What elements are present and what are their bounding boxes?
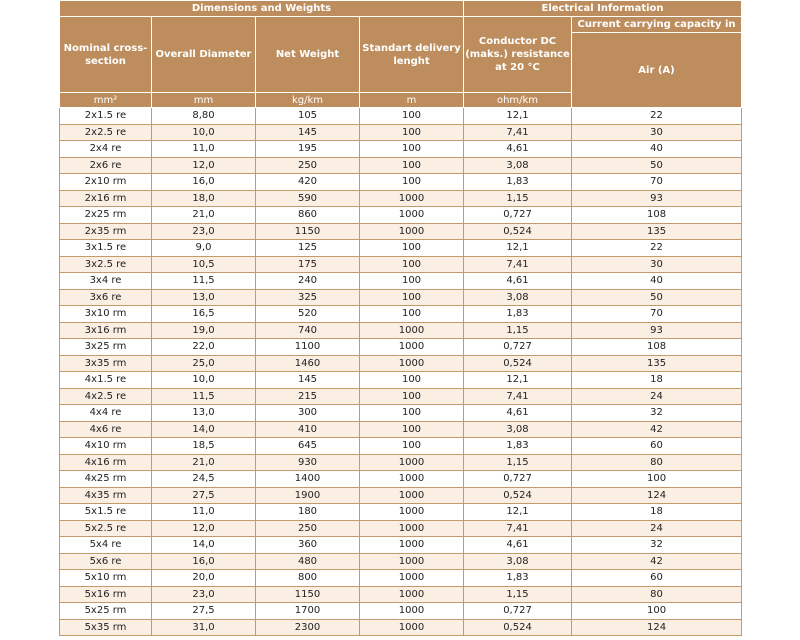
cell-delivery-length: 1000 <box>360 603 464 620</box>
cell-cross-section: 4x4 re <box>60 405 152 422</box>
table-row <box>60 438 742 455</box>
cell-diameter: 12,0 <box>152 520 256 537</box>
cell-air-capacity: 135 <box>572 223 742 240</box>
table-row <box>60 520 742 537</box>
cell-diameter: 12,0 <box>152 157 256 174</box>
cell-net-weight: 1900 <box>256 487 360 504</box>
cell-net-weight: 860 <box>256 207 360 224</box>
cell-diameter: 23,0 <box>152 223 256 240</box>
col-header-delivery-length: Standart delivery lenght <box>360 17 464 93</box>
cell-air-capacity: 80 <box>572 586 742 603</box>
cell-resistance: 1,83 <box>464 570 572 587</box>
table-row <box>60 553 742 570</box>
cell-cross-section: 3x1.5 re <box>60 240 152 257</box>
cell-cross-section: 5x6 re <box>60 553 152 570</box>
cell-resistance: 3,08 <box>464 421 572 438</box>
cell-net-weight: 2300 <box>256 619 360 636</box>
cell-diameter: 11,5 <box>152 273 256 290</box>
cell-cross-section: 2x1.5 re <box>60 108 152 125</box>
cell-delivery-length: 1000 <box>360 190 464 207</box>
cell-delivery-length: 1000 <box>360 504 464 521</box>
group-header-electrical: Electrical Information <box>464 1 742 17</box>
cell-delivery-length: 1000 <box>360 537 464 554</box>
cell-net-weight: 1700 <box>256 603 360 620</box>
cell-air-capacity: 93 <box>572 190 742 207</box>
cell-cross-section: 2x16 rm <box>60 190 152 207</box>
cell-resistance: 1,15 <box>464 454 572 471</box>
cell-diameter: 13,0 <box>152 289 256 306</box>
cell-air-capacity: 70 <box>572 174 742 191</box>
cell-delivery-length: 1000 <box>360 553 464 570</box>
cell-delivery-length: 100 <box>360 438 464 455</box>
cell-resistance: 0,524 <box>464 223 572 240</box>
table-row <box>60 157 742 174</box>
cell-diameter: 10,5 <box>152 256 256 273</box>
cell-resistance: 4,61 <box>464 273 572 290</box>
cell-net-weight: 410 <box>256 421 360 438</box>
cell-diameter: 11,0 <box>152 504 256 521</box>
cell-cross-section: 3x4 re <box>60 273 152 290</box>
cell-resistance: 1,15 <box>464 190 572 207</box>
cell-resistance: 0,524 <box>464 487 572 504</box>
cell-diameter: 20,0 <box>152 570 256 587</box>
cell-cross-section: 3x10 rm <box>60 306 152 323</box>
cell-delivery-length: 100 <box>360 372 464 389</box>
cell-cross-section: 3x6 re <box>60 289 152 306</box>
cell-net-weight: 240 <box>256 273 360 290</box>
cell-resistance: 4,61 <box>464 537 572 554</box>
cell-net-weight: 145 <box>256 372 360 389</box>
cell-delivery-length: 1000 <box>360 322 464 339</box>
cell-delivery-length: 1000 <box>360 454 464 471</box>
table-row <box>60 454 742 471</box>
cell-net-weight: 180 <box>256 504 360 521</box>
col-header-nominal-cross-section: Nominal cross-section <box>60 17 152 93</box>
cell-resistance: 3,08 <box>464 157 572 174</box>
cell-resistance: 3,08 <box>464 553 572 570</box>
table-row <box>60 190 742 207</box>
table-row <box>60 388 742 405</box>
table-row <box>60 289 742 306</box>
cell-resistance: 12,1 <box>464 372 572 389</box>
cell-air-capacity: 108 <box>572 339 742 356</box>
cell-delivery-length: 1000 <box>360 355 464 372</box>
table-body <box>60 108 742 636</box>
cell-cross-section: 5x2.5 re <box>60 520 152 537</box>
cell-resistance: 4,61 <box>464 141 572 158</box>
cell-net-weight: 800 <box>256 570 360 587</box>
cell-delivery-length: 100 <box>360 388 464 405</box>
cell-air-capacity: 50 <box>572 289 742 306</box>
cell-cross-section: 4x35 rm <box>60 487 152 504</box>
cell-resistance: 7,41 <box>464 256 572 273</box>
cell-net-weight: 1460 <box>256 355 360 372</box>
table-row <box>60 471 742 488</box>
cell-diameter: 10,0 <box>152 124 256 141</box>
cell-delivery-length: 100 <box>360 141 464 158</box>
cell-delivery-length: 100 <box>360 256 464 273</box>
cell-delivery-length: 1000 <box>360 207 464 224</box>
cell-diameter: 16,0 <box>152 553 256 570</box>
cell-diameter: 22,0 <box>152 339 256 356</box>
cell-net-weight: 250 <box>256 520 360 537</box>
cell-resistance: 1,15 <box>464 586 572 603</box>
cell-diameter: 14,0 <box>152 537 256 554</box>
cell-delivery-length: 1000 <box>360 339 464 356</box>
table-row <box>60 619 742 636</box>
table-row <box>60 273 742 290</box>
cell-air-capacity: 135 <box>572 355 742 372</box>
cell-net-weight: 125 <box>256 240 360 257</box>
cell-cross-section: 2x35 rm <box>60 223 152 240</box>
table-row <box>60 339 742 356</box>
cell-delivery-length: 100 <box>360 240 464 257</box>
cell-resistance: 1,83 <box>464 174 572 191</box>
cell-air-capacity: 40 <box>572 141 742 158</box>
table-row <box>60 570 742 587</box>
cell-net-weight: 145 <box>256 124 360 141</box>
cell-resistance: 7,41 <box>464 520 572 537</box>
cell-net-weight: 360 <box>256 537 360 554</box>
cell-delivery-length: 100 <box>360 405 464 422</box>
cell-air-capacity: 30 <box>572 124 742 141</box>
cell-resistance: 3,08 <box>464 289 572 306</box>
cell-delivery-length: 100 <box>360 289 464 306</box>
cell-air-capacity: 32 <box>572 537 742 554</box>
table-row <box>60 586 742 603</box>
cell-diameter: 11,5 <box>152 388 256 405</box>
cell-net-weight: 215 <box>256 388 360 405</box>
cell-diameter: 16,5 <box>152 306 256 323</box>
cell-net-weight: 645 <box>256 438 360 455</box>
cell-cross-section: 5x1.5 re <box>60 504 152 521</box>
table-row <box>60 322 742 339</box>
cell-resistance: 0,727 <box>464 603 572 620</box>
cell-air-capacity: 100 <box>572 471 742 488</box>
cell-resistance: 0,727 <box>464 339 572 356</box>
cell-cross-section: 2x4 re <box>60 141 152 158</box>
cell-resistance: 12,1 <box>464 240 572 257</box>
cell-net-weight: 1100 <box>256 339 360 356</box>
cell-net-weight: 325 <box>256 289 360 306</box>
cell-air-capacity: 24 <box>572 388 742 405</box>
cell-diameter: 31,0 <box>152 619 256 636</box>
cell-air-capacity: 70 <box>572 306 742 323</box>
cell-net-weight: 105 <box>256 108 360 125</box>
cell-delivery-length: 100 <box>360 273 464 290</box>
cell-cross-section: 2x2.5 re <box>60 124 152 141</box>
cell-net-weight: 420 <box>256 174 360 191</box>
cell-net-weight: 590 <box>256 190 360 207</box>
table-row <box>60 405 742 422</box>
cell-diameter: 11,0 <box>152 141 256 158</box>
cell-resistance: 4,61 <box>464 405 572 422</box>
col-header-overall-diameter: Overall Diameter <box>152 17 256 93</box>
cell-cross-section: 4x16 rm <box>60 454 152 471</box>
cell-net-weight: 175 <box>256 256 360 273</box>
cell-delivery-length: 100 <box>360 174 464 191</box>
cable-spec-sheet <box>59 0 741 636</box>
cell-cross-section: 4x10 rm <box>60 438 152 455</box>
cell-resistance: 7,41 <box>464 124 572 141</box>
cell-cross-section: 5x16 rm <box>60 586 152 603</box>
cell-resistance: 0,727 <box>464 207 572 224</box>
cell-cross-section: 3x25 rm <box>60 339 152 356</box>
cell-resistance: 1,83 <box>464 438 572 455</box>
table-row <box>60 487 742 504</box>
cell-resistance: 7,41 <box>464 388 572 405</box>
table-row <box>60 372 742 389</box>
cell-cross-section: 4x6 re <box>60 421 152 438</box>
cell-air-capacity: 18 <box>572 504 742 521</box>
cell-diameter: 8,80 <box>152 108 256 125</box>
cell-diameter: 9,0 <box>152 240 256 257</box>
cell-net-weight: 1400 <box>256 471 360 488</box>
cell-cross-section: 5x10 rm <box>60 570 152 587</box>
cell-net-weight: 930 <box>256 454 360 471</box>
cell-cross-section: 2x10 rm <box>60 174 152 191</box>
table-row <box>60 504 742 521</box>
cell-air-capacity: 60 <box>572 570 742 587</box>
cell-diameter: 21,0 <box>152 454 256 471</box>
cell-resistance: 0,524 <box>464 619 572 636</box>
cell-resistance: 1,83 <box>464 306 572 323</box>
table-row <box>60 421 742 438</box>
cell-air-capacity: 108 <box>572 207 742 224</box>
cell-diameter: 18,0 <box>152 190 256 207</box>
cell-net-weight: 250 <box>256 157 360 174</box>
cell-diameter: 27,5 <box>152 487 256 504</box>
cell-cross-section: 5x4 re <box>60 537 152 554</box>
cell-resistance: 1,15 <box>464 322 572 339</box>
unit-mm: mm <box>152 93 256 108</box>
cell-net-weight: 740 <box>256 322 360 339</box>
cell-cross-section: 2x6 re <box>60 157 152 174</box>
cell-air-capacity: 100 <box>572 603 742 620</box>
cell-delivery-length: 100 <box>360 421 464 438</box>
cell-resistance: 12,1 <box>464 504 572 521</box>
cell-diameter: 18,5 <box>152 438 256 455</box>
col-header-net-weight: Net Weight <box>256 17 360 93</box>
cell-diameter: 14,0 <box>152 421 256 438</box>
cell-delivery-length: 1000 <box>360 586 464 603</box>
cell-net-weight: 300 <box>256 405 360 422</box>
cell-delivery-length: 1000 <box>360 520 464 537</box>
cell-cross-section: 5x35 rm <box>60 619 152 636</box>
cell-air-capacity: 40 <box>572 273 742 290</box>
cell-cross-section: 2x25 rm <box>60 207 152 224</box>
cell-diameter: 16,0 <box>152 174 256 191</box>
unit-m: m <box>360 93 464 108</box>
cell-net-weight: 480 <box>256 553 360 570</box>
cell-diameter: 24,5 <box>152 471 256 488</box>
cell-diameter: 21,0 <box>152 207 256 224</box>
table-row <box>60 108 742 125</box>
cell-delivery-length: 1000 <box>360 570 464 587</box>
col-header-conductor-resistance: Conductor DC (maks.) resistance at 20 °C <box>464 17 572 93</box>
cell-air-capacity: 124 <box>572 619 742 636</box>
col-header-air: Air (A) <box>572 33 742 108</box>
cell-cross-section: 3x2.5 re <box>60 256 152 273</box>
cell-diameter: 19,0 <box>152 322 256 339</box>
cell-air-capacity: 22 <box>572 108 742 125</box>
cell-delivery-length: 1000 <box>360 471 464 488</box>
table-row <box>60 256 742 273</box>
cell-delivery-length: 100 <box>360 108 464 125</box>
col-header-current-capacity: Current carrying capacity in <box>572 17 742 33</box>
cell-air-capacity: 80 <box>572 454 742 471</box>
cell-net-weight: 520 <box>256 306 360 323</box>
cell-air-capacity: 24 <box>572 520 742 537</box>
cell-cross-section: 4x25 rm <box>60 471 152 488</box>
cell-air-capacity: 124 <box>572 487 742 504</box>
cell-resistance: 0,524 <box>464 355 572 372</box>
cell-air-capacity: 32 <box>572 405 742 422</box>
cell-delivery-length: 100 <box>360 306 464 323</box>
unit-mm2: mm² <box>60 93 152 108</box>
table-row <box>60 240 742 257</box>
cell-diameter: 13,0 <box>152 405 256 422</box>
group-header-dimensions: Dimensions and Weights <box>60 1 464 17</box>
cell-delivery-length: 100 <box>360 124 464 141</box>
cell-net-weight: 195 <box>256 141 360 158</box>
cell-diameter: 23,0 <box>152 586 256 603</box>
cell-delivery-length: 1000 <box>360 223 464 240</box>
cell-delivery-length: 1000 <box>360 487 464 504</box>
cell-delivery-length: 1000 <box>360 619 464 636</box>
cell-air-capacity: 22 <box>572 240 742 257</box>
table-row <box>60 124 742 141</box>
table-row <box>60 174 742 191</box>
cell-cross-section: 4x1.5 re <box>60 372 152 389</box>
cell-air-capacity: 30 <box>572 256 742 273</box>
cell-cross-section: 3x35 rm <box>60 355 152 372</box>
cell-cross-section: 5x25 rm <box>60 603 152 620</box>
cell-cross-section: 3x16 rm <box>60 322 152 339</box>
table-row <box>60 603 742 620</box>
cell-diameter: 10,0 <box>152 372 256 389</box>
cell-air-capacity: 42 <box>572 553 742 570</box>
cell-net-weight: 1150 <box>256 586 360 603</box>
cable-spec-table <box>59 0 742 636</box>
table-row <box>60 223 742 240</box>
table-row <box>60 306 742 323</box>
cell-resistance: 12,1 <box>464 108 572 125</box>
cell-cross-section: 4x2.5 re <box>60 388 152 405</box>
cell-diameter: 27,5 <box>152 603 256 620</box>
table-row <box>60 355 742 372</box>
cell-air-capacity: 50 <box>572 157 742 174</box>
unit-ohm-km: ohm/km <box>464 93 572 108</box>
table-row <box>60 537 742 554</box>
cell-air-capacity: 42 <box>572 421 742 438</box>
cell-diameter: 25,0 <box>152 355 256 372</box>
cell-delivery-length: 100 <box>360 157 464 174</box>
cell-air-capacity: 60 <box>572 438 742 455</box>
cell-air-capacity: 18 <box>572 372 742 389</box>
table-row <box>60 207 742 224</box>
cell-air-capacity: 93 <box>572 322 742 339</box>
cell-resistance: 0,727 <box>464 471 572 488</box>
table-row <box>60 141 742 158</box>
cell-net-weight: 1150 <box>256 223 360 240</box>
unit-kg-km: kg/km <box>256 93 360 108</box>
